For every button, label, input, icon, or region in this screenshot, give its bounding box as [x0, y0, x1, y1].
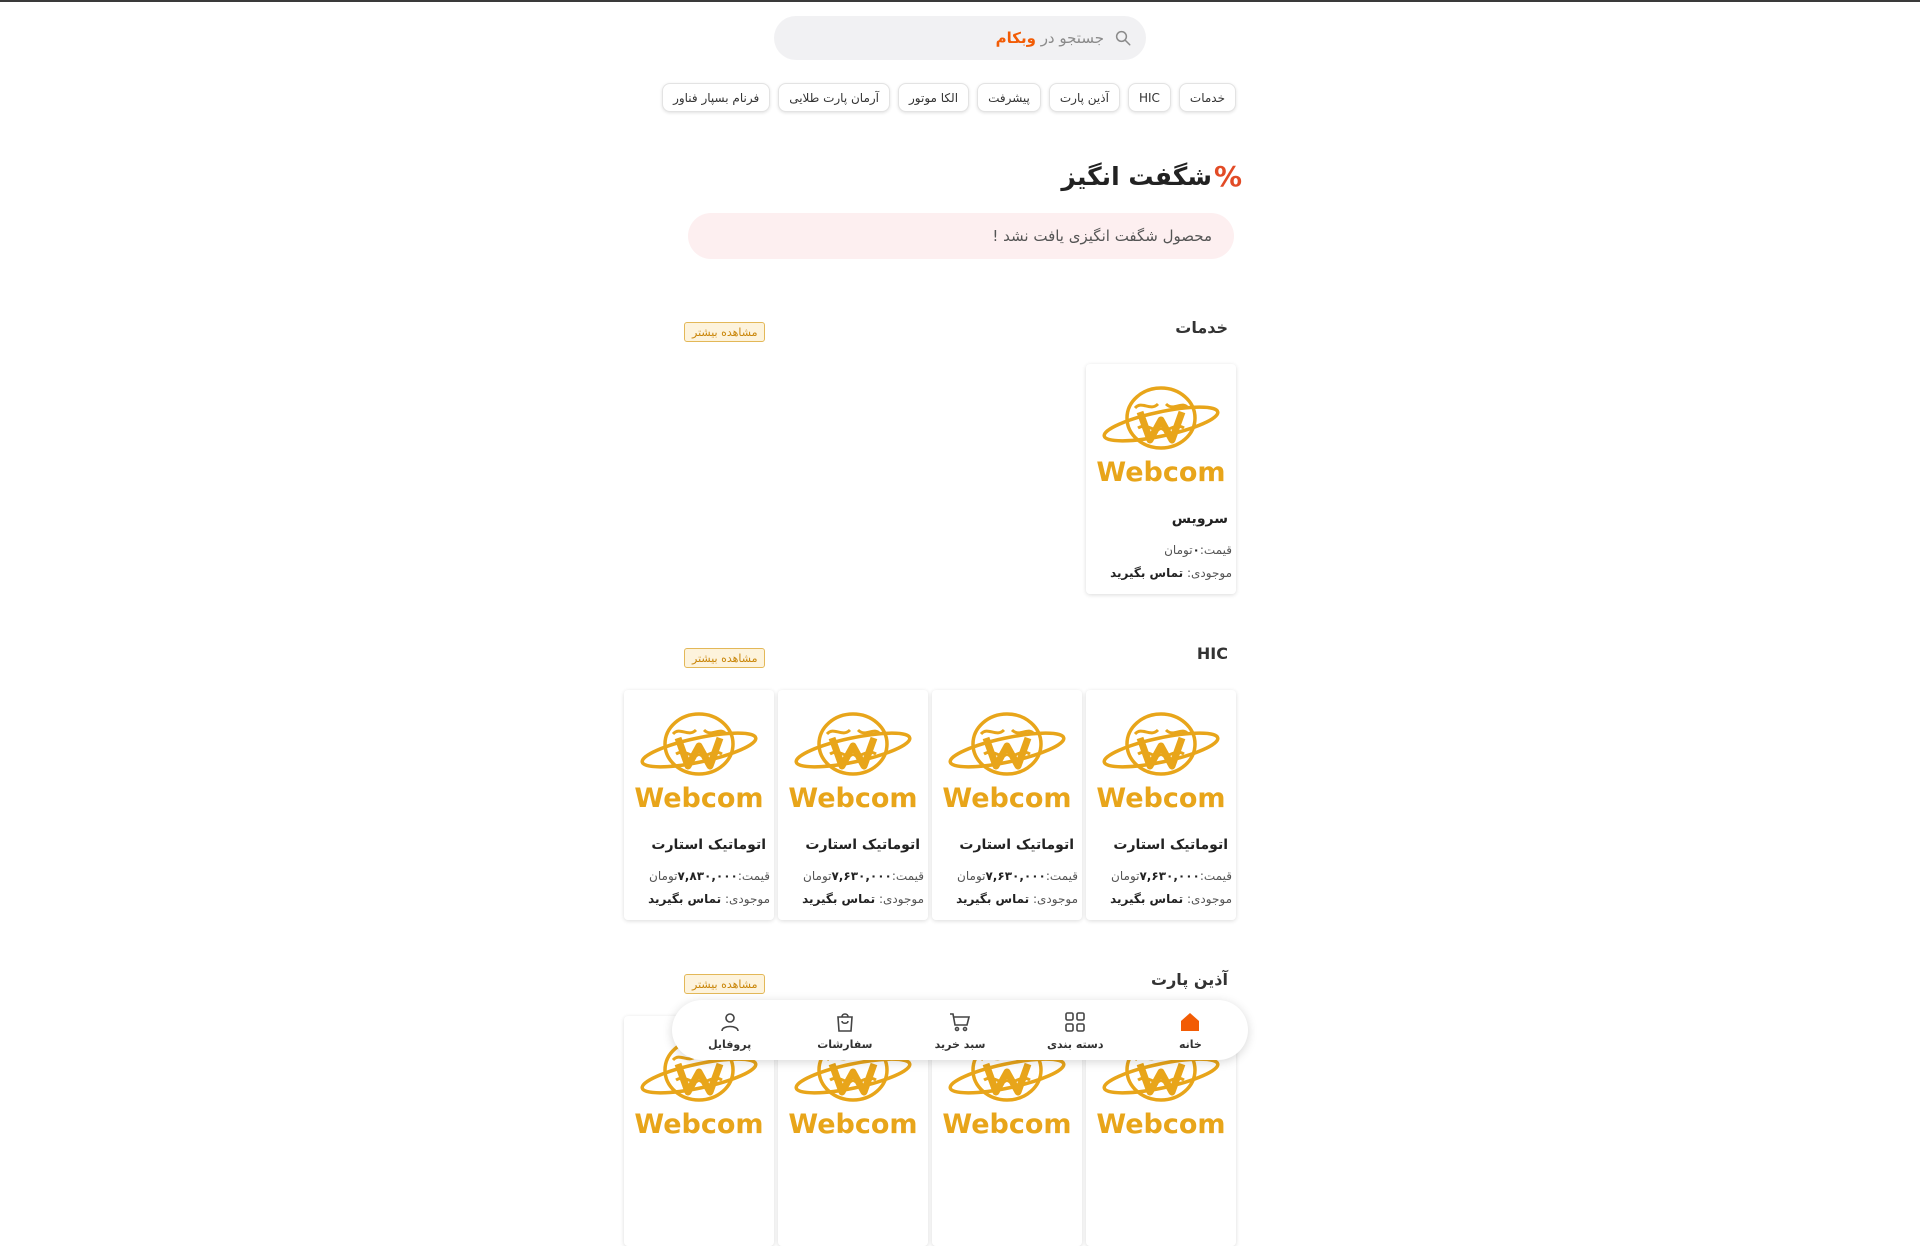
product-card[interactable]	[1086, 690, 1236, 920]
section-title: HIC	[1196, 644, 1228, 663]
product-price	[803, 869, 924, 883]
price-label: قیمت:	[1199, 543, 1232, 557]
search-label: جستجو در	[1040, 29, 1104, 47]
price-value: ۷,۶۳۰,۰۰۰	[1139, 869, 1200, 883]
bottom-nav	[672, 1000, 1248, 1060]
bag-icon	[833, 1010, 857, 1034]
nav-label: سفارشات	[817, 1037, 873, 1051]
product-stock	[802, 892, 924, 906]
nav-cart[interactable]	[910, 1010, 1010, 1051]
percent-icon: %	[1213, 160, 1242, 193]
stock-label: موجودی:	[1032, 892, 1078, 906]
search-placeholder	[996, 29, 1104, 47]
section-header	[670, 318, 1236, 348]
user-icon	[718, 1010, 742, 1034]
logo-wordmark: Webcom	[942, 783, 1072, 814]
product-name: اتوماتیک استارت	[959, 837, 1074, 853]
product-name: اتوماتیک استارت	[805, 837, 920, 853]
stock-label: موجودی:	[1186, 566, 1232, 580]
chip-category[interactable]: آذین پارت	[1049, 83, 1120, 112]
amazing-title-text: شگفت انگیز	[1061, 162, 1212, 191]
chip-category[interactable]: الکا موتور	[898, 83, 969, 112]
logo-wordmark: Webcom	[634, 1109, 764, 1140]
logo-wordmark: Webcom	[942, 1109, 1072, 1140]
grid-icon	[1063, 1010, 1087, 1034]
nav-orders[interactable]	[795, 1010, 895, 1051]
webcom-logo-icon	[1090, 378, 1232, 488]
see-more-button[interactable]: مشاهده بیشتر	[684, 974, 765, 994]
section-title: خدمات	[1175, 318, 1228, 337]
product-name: اتوماتیک استارت	[1113, 837, 1228, 853]
stock-label: موجودی:	[1186, 892, 1232, 906]
amazing-empty-message: محصول شگفت انگیزی یافت نشد !	[688, 213, 1234, 259]
price-label: قیمت:	[1199, 869, 1232, 883]
stock-value: تماس بگیرید	[1110, 892, 1184, 906]
stock-value: تماس بگیرید	[1110, 566, 1184, 580]
nav-profile[interactable]	[680, 1010, 780, 1051]
chip-category[interactable]: پیشرفت	[977, 83, 1041, 112]
search-brand: وبکام	[995, 29, 1036, 47]
chip-category[interactable]: آرمان پارت طلایی	[778, 83, 890, 112]
product-card[interactable]	[624, 690, 774, 920]
nav-label: دسته بندی	[1046, 1037, 1104, 1051]
currency: تومان	[803, 869, 832, 883]
currency: تومان	[1111, 869, 1140, 883]
stock-label: موجودی:	[724, 892, 770, 906]
amazing-title	[1061, 160, 1242, 193]
product-row	[670, 364, 1242, 602]
logo-wordmark: Webcom	[1096, 457, 1226, 488]
logo-wordmark: Webcom	[788, 783, 918, 814]
product-stock	[648, 892, 770, 906]
product-price	[1164, 543, 1232, 557]
price-value: ۰	[1192, 543, 1200, 557]
section-title: آذین پارت	[1151, 970, 1228, 989]
product-name: اتوماتیک استارت	[651, 837, 766, 853]
currency: تومان	[649, 869, 678, 883]
home-icon	[1178, 1010, 1202, 1034]
section-header	[670, 970, 1236, 1000]
product-card[interactable]	[778, 690, 928, 920]
webcom-logo-icon	[936, 704, 1078, 814]
see-more-button[interactable]: مشاهده بیشتر	[684, 322, 765, 342]
nav-label: سبد خرید	[934, 1037, 986, 1051]
search-bar[interactable]	[774, 16, 1146, 60]
logo-wordmark: Webcom	[788, 1109, 918, 1140]
nav-label: پروفایل	[708, 1037, 752, 1051]
logo-wordmark: Webcom	[1096, 783, 1226, 814]
chip-category[interactable]: خدمات	[1179, 83, 1236, 112]
search-icon	[1114, 29, 1132, 47]
stock-value: تماس بگیرید	[802, 892, 876, 906]
price-label: قیمت:	[891, 869, 924, 883]
stock-value: تماس بگیرید	[956, 892, 1030, 906]
price-value: ۷,۶۳۰,۰۰۰	[985, 869, 1046, 883]
see-more-button[interactable]: مشاهده بیشتر	[684, 648, 765, 668]
price-value: ۷,۸۳۰,۰۰۰	[677, 869, 738, 883]
stock-label: موجودی:	[878, 892, 924, 906]
cart-icon	[948, 1010, 972, 1034]
section-header	[670, 644, 1236, 674]
product-price	[1111, 869, 1232, 883]
product-stock	[1110, 566, 1232, 580]
price-label: قیمت:	[1045, 869, 1078, 883]
product-row	[634, 690, 1242, 928]
logo-wordmark: Webcom	[1096, 1109, 1226, 1140]
product-card[interactable]	[932, 690, 1082, 920]
currency: تومان	[957, 869, 986, 883]
chip-category[interactable]: HIC	[1128, 83, 1171, 112]
product-name: سرویس	[1171, 511, 1228, 527]
product-price	[649, 869, 770, 883]
webcom-logo-icon	[782, 704, 924, 814]
chip-category[interactable]: فرنام بسپار فناور	[662, 83, 770, 112]
nav-label: خانه	[1178, 1037, 1202, 1051]
product-price	[957, 869, 1078, 883]
webcom-logo-icon	[628, 704, 770, 814]
price-label: قیمت:	[737, 869, 770, 883]
main-column	[634, 0, 1242, 1140]
price-value: ۷,۶۳۰,۰۰۰	[831, 869, 892, 883]
stock-value: تماس بگیرید	[648, 892, 722, 906]
product-stock	[956, 892, 1078, 906]
nav-categories[interactable]	[1025, 1010, 1125, 1051]
product-stock	[1110, 892, 1232, 906]
product-card[interactable]	[1086, 364, 1236, 594]
category-chips	[670, 83, 1236, 115]
webcom-logo-icon	[1090, 704, 1232, 814]
nav-home[interactable]	[1140, 1010, 1240, 1051]
currency: تومان	[1164, 543, 1193, 557]
logo-wordmark: Webcom	[634, 783, 764, 814]
